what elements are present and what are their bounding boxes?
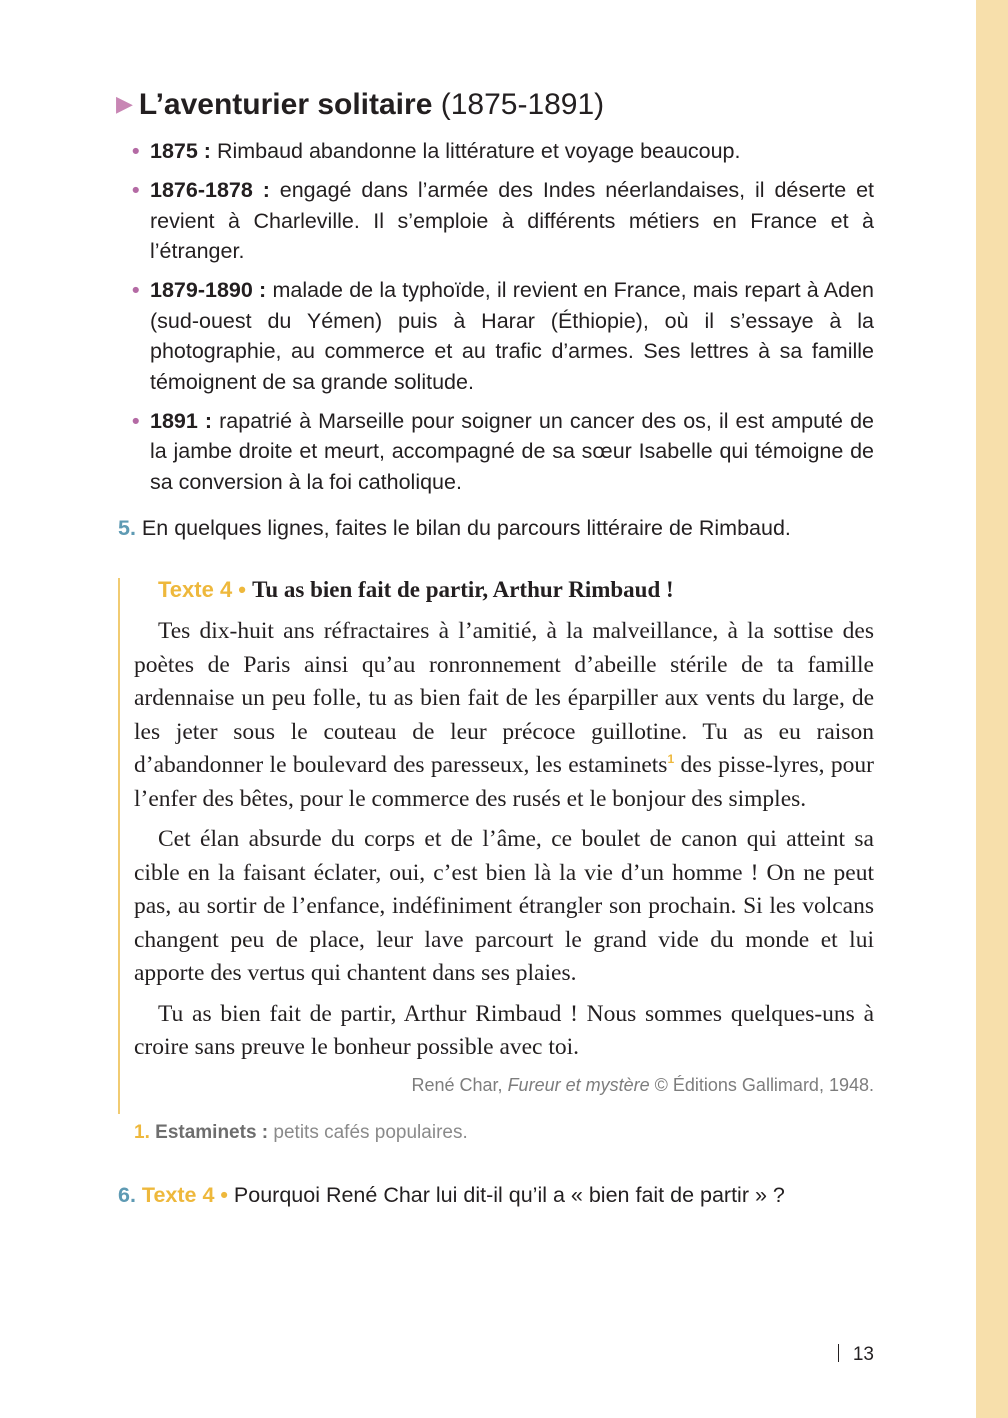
excerpt-margin-rule (118, 578, 120, 1114)
question-number: 6. (118, 1183, 136, 1207)
page-number (838, 1342, 874, 1368)
excerpt-text: des pisse-lyres, pour l’enfer des bêtes, pour le commerce des rusés et le bonjour des simples. (134, 752, 874, 812)
bullet-dot-icon: • (132, 139, 140, 163)
bullet-dot-icon: • (132, 408, 140, 433)
timeline-text: Rimbaud abandonne la littérature et voyage beaucoup. (216, 139, 741, 163)
excerpt-paragraph (134, 615, 874, 816)
excerpt-text: Tes dix-huit ans réfractaires à l’amitié, à la malveillance, à la sottise des poètes de Paris ainsi qu’au ronronnement d’abeille stérile de ta famille ardennaise un peu folle, tu as bien fait de les éparpiller aux vents du large, de les jeter sous le couteau de leur précoce guillotine. Tu as eu raison d’abandonner le boulevard des paresseux, les estaminets (134, 618, 874, 778)
question-text: Pourquoi René Char lui dit-il qu’il a « bien fait de partir » ? (233, 1183, 785, 1207)
footnote-word: Estaminets : (155, 1122, 269, 1143)
timeline-item (132, 175, 874, 267)
bullet-dot-icon: • (132, 278, 140, 302)
page-number-value: 13 (852, 1344, 874, 1365)
footnote (134, 1120, 468, 1146)
source-copyright: © Éditions Gallimard, 1948. (654, 1075, 874, 1095)
timeline-item (132, 406, 874, 498)
timeline-text: rapatrié à Marseille pour soigner un cancer des os, il est amputé de la jambe droite et meurt, accompagné de sa sœur Isabelle qui témoigne de sa conversion à la foi catholique. (150, 408, 874, 494)
footnote-marker: 1 (667, 752, 675, 766)
excerpt-paragraph: Tu as bien fait de partir, Arthur Rimbaud ! Nous sommes quelques-uns à croire sans preuve le bonheur possible avec toi. (134, 1000, 874, 1060)
timeline-text: malade de la typhoïde, il revient en France, mais repart à Aden (sud-ouest du Yémen) puis à Harar (Éthiopie), où il s’essaye à la photographie, au commerce et au trafic d’armes. Ses lettres à sa famille témoignent de sa grande solitude. (150, 278, 874, 394)
triangle-bullet-icon: ▶ (116, 91, 133, 116)
timeline-text: engagé dans l’armée des Indes néerlandaises, il déserte et revient à Charleville. Il s’emploie à différents métiers en France et à l’étranger. (150, 178, 875, 263)
footnote-number: 1. (134, 1122, 150, 1143)
excerpt-paragraph: Cet élan absurde du corps et de l’âme, ce boulet de canon qui atteint sa cible en la faisant éclater, oui, c’est bien là la vie d’un homme ! On ne peut pas, au sortir de l’enfance, indéfiniment étrangler son prochain. Si les volcans changent peu de place, leur lave parcourt le grand vide du monde et lui apporte des vertus qui chantent dans ses plaies. (134, 826, 874, 986)
timeline-year: 1876-1878 : (150, 178, 270, 202)
question-text: En quelques lignes, faites le bilan du parcours littéraire de Rimbaud. (141, 516, 791, 540)
section-title (116, 84, 604, 125)
excerpt-source (411, 1072, 874, 1098)
page-number-divider (838, 1344, 839, 1362)
timeline-item (132, 275, 874, 397)
timeline-year: 1891 : (150, 408, 213, 433)
page-edge-band (976, 0, 1008, 1418)
timeline-year: 1879-1890 : (150, 278, 267, 302)
source-author: René Char, (411, 1075, 503, 1095)
excerpt-title: Tu as bien fait de partir, Arthur Rimbaud ! (252, 577, 674, 602)
source-work: Fureur et mystère (507, 1075, 650, 1095)
excerpt-label: Texte 4 • (158, 577, 246, 602)
excerpt-body (134, 615, 874, 1072)
question-text-ref: Texte 4 • (141, 1183, 228, 1207)
timeline-year: 1875 : (150, 139, 211, 163)
question-number: 5. (118, 516, 136, 540)
footnote-definition: petits cafés populaires. (273, 1122, 468, 1143)
timeline-list (132, 136, 874, 506)
question-5 (118, 513, 791, 543)
question-6 (118, 1180, 785, 1210)
timeline-item (132, 136, 874, 167)
bullet-dot-icon: • (132, 178, 140, 202)
excerpt-heading (158, 574, 674, 606)
section-title-bold: L’aventurier solitaire (138, 88, 433, 121)
section-title-dates: (1875-1891) (440, 88, 605, 121)
